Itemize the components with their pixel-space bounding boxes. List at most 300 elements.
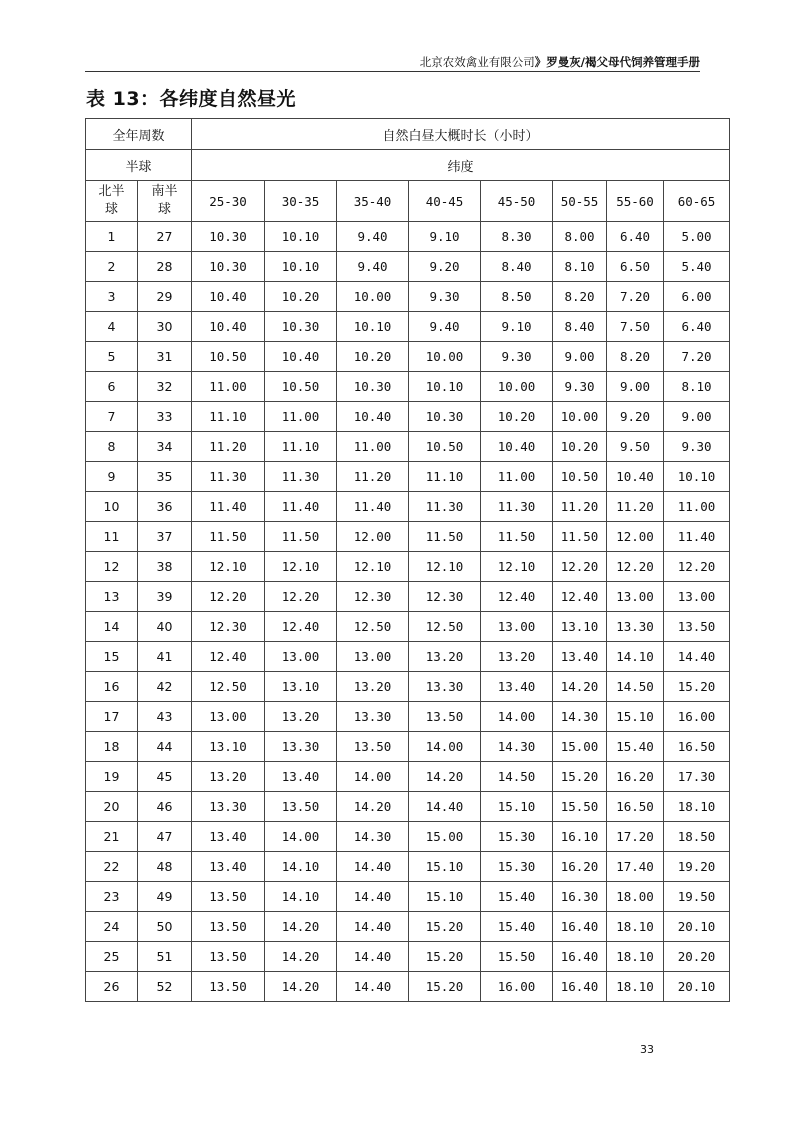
daylight-hours-cell: 13.40 bbox=[192, 852, 265, 882]
table-row bbox=[86, 912, 730, 942]
daylight-hours-cell: 15.20 bbox=[409, 972, 481, 1002]
north-week-cell: 21 bbox=[86, 822, 138, 852]
daylight-hours-cell: 6.40 bbox=[607, 222, 664, 252]
daylight-hours-cell: 9.40 bbox=[337, 252, 409, 282]
daylight-hours-cell: 8.00 bbox=[553, 222, 607, 252]
daylight-hours-cell: 10.10 bbox=[664, 462, 730, 492]
daylight-hours-cell: 16.50 bbox=[664, 732, 730, 762]
daylight-hours-cell: 11.50 bbox=[409, 522, 481, 552]
daylight-hours-cell: 11.20 bbox=[553, 492, 607, 522]
daylight-hours-cell: 10.00 bbox=[481, 372, 553, 402]
daylight-hours-cell: 12.10 bbox=[337, 552, 409, 582]
daylight-hours-cell: 8.20 bbox=[607, 342, 664, 372]
daylight-hours-cell: 14.00 bbox=[481, 702, 553, 732]
table-row bbox=[86, 222, 730, 252]
daylight-hours-cell: 8.40 bbox=[481, 252, 553, 282]
company-name: 北京农效禽业有限公司 bbox=[419, 55, 535, 69]
south-week-cell: 38 bbox=[138, 552, 192, 582]
south-week-cell: 29 bbox=[138, 282, 192, 312]
daylight-hours-cell: 10.30 bbox=[265, 312, 337, 342]
daylight-hours-cell: 10.40 bbox=[265, 342, 337, 372]
daylight-hours-cell: 16.20 bbox=[553, 852, 607, 882]
daylight-hours-cell: 14.30 bbox=[553, 702, 607, 732]
daylight-hours-cell: 10.00 bbox=[553, 402, 607, 432]
daylight-hours-cell: 10.10 bbox=[337, 312, 409, 342]
daylight-hours-cell: 18.10 bbox=[607, 972, 664, 1002]
daylight-hours-cell: 10.30 bbox=[192, 222, 265, 252]
header-row-2 bbox=[86, 150, 730, 181]
north-week-cell: 14 bbox=[86, 612, 138, 642]
page-header bbox=[85, 54, 700, 70]
daylight-hours-cell: 13.00 bbox=[481, 612, 553, 642]
daylight-hours-cell: 9.40 bbox=[409, 312, 481, 342]
south-week-cell: 42 bbox=[138, 672, 192, 702]
daylight-hours-cell: 11.50 bbox=[192, 522, 265, 552]
daylight-hours-cell: 13.30 bbox=[607, 612, 664, 642]
daylight-hours-cell: 14.10 bbox=[265, 852, 337, 882]
daylight-hours-cell: 10.50 bbox=[192, 342, 265, 372]
daylight-hours-cell: 14.40 bbox=[664, 642, 730, 672]
daylight-hours-cell: 12.50 bbox=[337, 612, 409, 642]
daylight-hours-cell: 9.30 bbox=[664, 432, 730, 462]
daylight-hours-cell: 12.50 bbox=[409, 612, 481, 642]
daylight-hours-cell: 12.30 bbox=[337, 582, 409, 612]
daylight-hours-cell: 10.10 bbox=[265, 222, 337, 252]
daylight-hours-cell: 14.20 bbox=[553, 672, 607, 702]
daylight-hours-cell: 11.30 bbox=[192, 462, 265, 492]
daylight-hours-cell: 17.20 bbox=[607, 822, 664, 852]
header-separator: 》 bbox=[534, 55, 547, 69]
table-row bbox=[86, 462, 730, 492]
daylight-hours-cell: 13.50 bbox=[192, 972, 265, 1002]
table-row bbox=[86, 822, 730, 852]
table-row bbox=[86, 792, 730, 822]
south-week-cell: 46 bbox=[138, 792, 192, 822]
daylight-hours-cell: 20.10 bbox=[664, 972, 730, 1002]
north-week-cell: 15 bbox=[86, 642, 138, 672]
daylight-hours-cell: 13.50 bbox=[664, 612, 730, 642]
daylight-hours-cell: 8.20 bbox=[553, 282, 607, 312]
daylight-hours-cell: 13.10 bbox=[553, 612, 607, 642]
daylight-hours-cell: 15.40 bbox=[481, 882, 553, 912]
north-week-cell: 1 bbox=[86, 222, 138, 252]
daylight-hours-cell: 11.00 bbox=[664, 492, 730, 522]
daylight-hours-cell: 10.40 bbox=[607, 462, 664, 492]
south-week-cell: 49 bbox=[138, 882, 192, 912]
daylight-hours-cell: 10.30 bbox=[192, 252, 265, 282]
daylight-hours-cell: 15.10 bbox=[607, 702, 664, 732]
daylight-hours-cell: 8.50 bbox=[481, 282, 553, 312]
daylight-hours-cell: 20.20 bbox=[664, 942, 730, 972]
latitude-header: 纬度 bbox=[192, 150, 730, 181]
header-row-3 bbox=[86, 181, 730, 222]
daylight-hours-cell: 13.40 bbox=[192, 822, 265, 852]
daylight-hours-cell: 15.30 bbox=[481, 822, 553, 852]
daylight-hours-cell: 11.20 bbox=[607, 492, 664, 522]
daylight-hours-cell: 15.00 bbox=[553, 732, 607, 762]
daylight-hours-cell: 15.20 bbox=[664, 672, 730, 702]
south-week-cell: 31 bbox=[138, 342, 192, 372]
table-title: 表 13：各纬度自然昼光 bbox=[86, 88, 297, 110]
daylight-hours-cell: 13.50 bbox=[192, 912, 265, 942]
daylight-hours-cell: 13.00 bbox=[664, 582, 730, 612]
daylight-hours-cell: 10.40 bbox=[481, 432, 553, 462]
south-week-cell: 52 bbox=[138, 972, 192, 1002]
north-week-cell: 18 bbox=[86, 732, 138, 762]
daylight-hours-cell: 9.10 bbox=[409, 222, 481, 252]
daylight-hours-cell: 5.00 bbox=[664, 222, 730, 252]
daylight-hours-cell: 15.00 bbox=[409, 822, 481, 852]
table-row bbox=[86, 972, 730, 1002]
daylight-hours-cell: 15.10 bbox=[409, 882, 481, 912]
north-week-cell: 23 bbox=[86, 882, 138, 912]
table-row bbox=[86, 882, 730, 912]
daylight-hours-cell: 12.30 bbox=[409, 582, 481, 612]
daylight-hours-cell: 13.50 bbox=[192, 882, 265, 912]
daylight-hours-cell: 8.10 bbox=[553, 252, 607, 282]
daylight-hours-cell: 15.10 bbox=[481, 792, 553, 822]
daylight-hours-cell: 7.20 bbox=[664, 342, 730, 372]
daylight-hours-cell: 14.10 bbox=[607, 642, 664, 672]
daylight-hours-cell: 13.30 bbox=[337, 702, 409, 732]
table-row bbox=[86, 732, 730, 762]
daylight-hours-cell: 12.40 bbox=[192, 642, 265, 672]
latitude-band-header: 55-60 bbox=[607, 181, 664, 222]
daylight-hours-cell: 9.20 bbox=[409, 252, 481, 282]
latitude-band-header: 60-65 bbox=[664, 181, 730, 222]
daylight-hours-cell: 11.10 bbox=[265, 432, 337, 462]
south-week-cell: 34 bbox=[138, 432, 192, 462]
daylight-hours-cell: 13.40 bbox=[481, 672, 553, 702]
north-week-cell: 10 bbox=[86, 492, 138, 522]
daylight-hours-cell: 10.00 bbox=[337, 282, 409, 312]
daylight-hours-cell: 6.50 bbox=[607, 252, 664, 282]
table-row bbox=[86, 342, 730, 372]
latitude-band-header: 30-35 bbox=[265, 181, 337, 222]
daylight-hours-cell: 10.00 bbox=[409, 342, 481, 372]
table-row bbox=[86, 612, 730, 642]
daylight-hours-cell: 12.20 bbox=[553, 552, 607, 582]
header-rule bbox=[85, 71, 700, 72]
daylight-hours-cell: 9.30 bbox=[409, 282, 481, 312]
daylight-hours-cell: 14.00 bbox=[265, 822, 337, 852]
daylight-hours-cell: 14.40 bbox=[337, 942, 409, 972]
table-row bbox=[86, 312, 730, 342]
daylight-hours-cell: 13.10 bbox=[265, 672, 337, 702]
daylight-hours-cell: 9.00 bbox=[553, 342, 607, 372]
table-row bbox=[86, 702, 730, 732]
south-week-cell: 39 bbox=[138, 582, 192, 612]
daylight-hours-cell: 10.50 bbox=[265, 372, 337, 402]
daylight-hours-cell: 15.50 bbox=[553, 792, 607, 822]
daylight-hours-cell: 12.30 bbox=[192, 612, 265, 642]
hemisphere-header: 半球 bbox=[86, 150, 192, 181]
south-week-cell: 37 bbox=[138, 522, 192, 552]
south-week-cell: 41 bbox=[138, 642, 192, 672]
daylight-hours-cell: 13.00 bbox=[192, 702, 265, 732]
south-week-cell: 50 bbox=[138, 912, 192, 942]
daylight-hours-cell: 12.10 bbox=[192, 552, 265, 582]
south-week-cell: 45 bbox=[138, 762, 192, 792]
south-week-cell: 48 bbox=[138, 852, 192, 882]
daylight-hours-cell: 18.00 bbox=[607, 882, 664, 912]
south-week-cell: 43 bbox=[138, 702, 192, 732]
daylight-hours-cell: 12.10 bbox=[409, 552, 481, 582]
north-week-cell: 24 bbox=[86, 912, 138, 942]
daylight-hours-cell: 16.40 bbox=[553, 912, 607, 942]
daylight-hours-cell: 11.10 bbox=[409, 462, 481, 492]
daylight-hours-cell: 13.00 bbox=[265, 642, 337, 672]
north-week-cell: 13 bbox=[86, 582, 138, 612]
daylight-hours-cell: 16.10 bbox=[553, 822, 607, 852]
daylight-hours-cell: 13.50 bbox=[192, 942, 265, 972]
daylight-hours-cell: 14.20 bbox=[265, 942, 337, 972]
daylight-hours-cell: 14.40 bbox=[337, 912, 409, 942]
north-week-cell: 25 bbox=[86, 942, 138, 972]
daylight-hours-cell: 15.40 bbox=[481, 912, 553, 942]
daylight-hours-cell: 11.40 bbox=[265, 492, 337, 522]
south-week-cell: 35 bbox=[138, 462, 192, 492]
daylight-hours-cell: 10.20 bbox=[481, 402, 553, 432]
daylight-hours-cell: 14.50 bbox=[481, 762, 553, 792]
north-header: 北半 球 bbox=[86, 181, 138, 222]
daylight-hours-cell: 14.20 bbox=[265, 972, 337, 1002]
north-week-cell: 5 bbox=[86, 342, 138, 372]
daylight-hours-cell: 5.40 bbox=[664, 252, 730, 282]
daylight-hours-cell: 13.30 bbox=[192, 792, 265, 822]
daylight-hours-cell: 14.40 bbox=[337, 852, 409, 882]
table-row bbox=[86, 582, 730, 612]
latitude-band-header: 50-55 bbox=[553, 181, 607, 222]
daylight-hours-cell: 12.00 bbox=[337, 522, 409, 552]
south-week-cell: 32 bbox=[138, 372, 192, 402]
daylight-hours-cell: 9.50 bbox=[607, 432, 664, 462]
daylight-hours-cell: 18.10 bbox=[607, 942, 664, 972]
table-row bbox=[86, 432, 730, 462]
daylight-hours-cell: 10.40 bbox=[192, 282, 265, 312]
daylight-hours-cell: 12.00 bbox=[607, 522, 664, 552]
south-week-cell: 28 bbox=[138, 252, 192, 282]
daylight-hours-cell: 18.10 bbox=[664, 792, 730, 822]
daylight-hours-cell: 10.40 bbox=[337, 402, 409, 432]
daylight-hours-cell: 15.20 bbox=[409, 942, 481, 972]
north-week-cell: 3 bbox=[86, 282, 138, 312]
north-week-cell: 12 bbox=[86, 552, 138, 582]
daylight-hours-cell: 13.20 bbox=[337, 672, 409, 702]
south-week-cell: 27 bbox=[138, 222, 192, 252]
daylight-hours-cell: 11.40 bbox=[192, 492, 265, 522]
manual-title: 罗曼灰/褐父母代饲养管理手册 bbox=[546, 55, 700, 69]
daylight-hours-cell: 14.30 bbox=[481, 732, 553, 762]
header-row-1 bbox=[86, 119, 730, 150]
daylight-hours-cell: 11.10 bbox=[192, 402, 265, 432]
south-week-cell: 36 bbox=[138, 492, 192, 522]
daylight-hours-cell: 13.20 bbox=[265, 702, 337, 732]
north-week-cell: 2 bbox=[86, 252, 138, 282]
daylight-hours-cell: 13.20 bbox=[409, 642, 481, 672]
daylight-hours-cell: 14.30 bbox=[337, 822, 409, 852]
daylight-hours-cell: 11.30 bbox=[409, 492, 481, 522]
daylight-hours-cell: 14.50 bbox=[607, 672, 664, 702]
daylight-hours-cell: 11.50 bbox=[553, 522, 607, 552]
daylight-hours-cell: 17.30 bbox=[664, 762, 730, 792]
daylight-hours-cell: 13.20 bbox=[192, 762, 265, 792]
daylight-hours-cell: 11.30 bbox=[265, 462, 337, 492]
south-week-cell: 33 bbox=[138, 402, 192, 432]
daylight-hours-cell: 13.00 bbox=[607, 582, 664, 612]
daylight-hours-cell: 16.00 bbox=[481, 972, 553, 1002]
daylight-hours-cell: 10.40 bbox=[192, 312, 265, 342]
north-week-cell: 22 bbox=[86, 852, 138, 882]
daylight-hours-cell: 6.00 bbox=[664, 282, 730, 312]
daylight-hours-cell: 12.20 bbox=[265, 582, 337, 612]
daylight-hours-cell: 9.30 bbox=[481, 342, 553, 372]
daylight-hours-cell: 14.20 bbox=[409, 762, 481, 792]
daylight-hours-cell: 16.00 bbox=[664, 702, 730, 732]
north-week-cell: 9 bbox=[86, 462, 138, 492]
daylight-table bbox=[85, 118, 730, 1002]
daylight-hours-cell: 11.20 bbox=[192, 432, 265, 462]
daylight-hours-cell: 11.00 bbox=[265, 402, 337, 432]
daylight-hours-cell: 15.40 bbox=[607, 732, 664, 762]
daylight-hours-cell: 10.10 bbox=[265, 252, 337, 282]
daylight-hours-cell: 13.50 bbox=[409, 702, 481, 732]
daylight-hours-cell: 14.00 bbox=[337, 762, 409, 792]
daylight-hours-cell: 13.40 bbox=[553, 642, 607, 672]
daylight-hours-cell: 10.50 bbox=[409, 432, 481, 462]
daylight-hours-cell: 11.40 bbox=[337, 492, 409, 522]
table-row bbox=[86, 642, 730, 672]
north-week-cell: 6 bbox=[86, 372, 138, 402]
north-week-cell: 20 bbox=[86, 792, 138, 822]
daylight-header: 自然白昼大概时长（小时） bbox=[192, 119, 730, 150]
latitude-band-header: 40-45 bbox=[409, 181, 481, 222]
daylight-hours-cell: 12.50 bbox=[192, 672, 265, 702]
table-row bbox=[86, 762, 730, 792]
south-week-cell: 44 bbox=[138, 732, 192, 762]
daylight-hours-cell: 14.40 bbox=[337, 882, 409, 912]
daylight-hours-cell: 9.40 bbox=[337, 222, 409, 252]
table-row bbox=[86, 942, 730, 972]
daylight-hours-cell: 13.10 bbox=[192, 732, 265, 762]
daylight-hours-cell: 15.30 bbox=[481, 852, 553, 882]
daylight-hours-cell: 14.00 bbox=[409, 732, 481, 762]
daylight-hours-cell: 15.20 bbox=[409, 912, 481, 942]
latitude-band-header: 45-50 bbox=[481, 181, 553, 222]
daylight-hours-cell: 14.20 bbox=[337, 792, 409, 822]
daylight-hours-cell: 6.40 bbox=[664, 312, 730, 342]
north-week-cell: 8 bbox=[86, 432, 138, 462]
daylight-hours-cell: 11.00 bbox=[337, 432, 409, 462]
daylight-hours-cell: 16.40 bbox=[553, 972, 607, 1002]
page-number: 33 bbox=[640, 1043, 654, 1056]
south-header: 南半 球 bbox=[138, 181, 192, 222]
daylight-hours-cell: 20.10 bbox=[664, 912, 730, 942]
daylight-hours-cell: 10.20 bbox=[337, 342, 409, 372]
latitude-band-header: 35-40 bbox=[337, 181, 409, 222]
daylight-hours-cell: 15.20 bbox=[553, 762, 607, 792]
daylight-hours-cell: 14.40 bbox=[409, 792, 481, 822]
table-row bbox=[86, 252, 730, 282]
daylight-hours-cell: 12.40 bbox=[265, 612, 337, 642]
latitude-band-header: 25-30 bbox=[192, 181, 265, 222]
daylight-hours-cell: 9.30 bbox=[553, 372, 607, 402]
daylight-hours-cell: 14.20 bbox=[265, 912, 337, 942]
daylight-hours-cell: 13.40 bbox=[265, 762, 337, 792]
daylight-hours-cell: 18.50 bbox=[664, 822, 730, 852]
daylight-hours-cell: 9.20 bbox=[607, 402, 664, 432]
daylight-hours-cell: 13.30 bbox=[409, 672, 481, 702]
daylight-hours-cell: 9.10 bbox=[481, 312, 553, 342]
daylight-hours-cell: 12.20 bbox=[192, 582, 265, 612]
daylight-hours-cell: 12.20 bbox=[607, 552, 664, 582]
daylight-hours-cell: 8.10 bbox=[664, 372, 730, 402]
daylight-hours-cell: 10.30 bbox=[337, 372, 409, 402]
table-row bbox=[86, 282, 730, 312]
daylight-hours-cell: 14.10 bbox=[265, 882, 337, 912]
daylight-hours-cell: 7.20 bbox=[607, 282, 664, 312]
north-week-cell: 17 bbox=[86, 702, 138, 732]
daylight-hours-cell: 13.20 bbox=[481, 642, 553, 672]
daylight-hours-cell: 12.40 bbox=[553, 582, 607, 612]
daylight-hours-cell: 10.30 bbox=[409, 402, 481, 432]
daylight-hours-cell: 12.10 bbox=[265, 552, 337, 582]
daylight-hours-cell: 10.20 bbox=[265, 282, 337, 312]
daylight-hours-cell: 10.50 bbox=[553, 462, 607, 492]
daylight-hours-cell: 18.10 bbox=[607, 912, 664, 942]
daylight-hours-cell: 9.00 bbox=[607, 372, 664, 402]
daylight-hours-cell: 10.10 bbox=[409, 372, 481, 402]
daylight-hours-cell: 16.40 bbox=[553, 942, 607, 972]
daylight-hours-cell: 16.50 bbox=[607, 792, 664, 822]
south-week-cell: 30 bbox=[138, 312, 192, 342]
north-week-cell: 19 bbox=[86, 762, 138, 792]
daylight-hours-cell: 12.40 bbox=[481, 582, 553, 612]
daylight-hours-cell: 11.00 bbox=[192, 372, 265, 402]
daylight-hours-cell: 7.50 bbox=[607, 312, 664, 342]
north-week-cell: 7 bbox=[86, 402, 138, 432]
daylight-hours-cell: 13.50 bbox=[265, 792, 337, 822]
daylight-hours-cell: 15.50 bbox=[481, 942, 553, 972]
table-row bbox=[86, 672, 730, 702]
daylight-hours-cell: 11.30 bbox=[481, 492, 553, 522]
daylight-hours-cell: 8.30 bbox=[481, 222, 553, 252]
week-header: 全年周数 bbox=[86, 119, 192, 150]
daylight-hours-cell: 11.20 bbox=[337, 462, 409, 492]
north-week-cell: 4 bbox=[86, 312, 138, 342]
daylight-hours-cell: 19.50 bbox=[664, 882, 730, 912]
daylight-hours-cell: 8.40 bbox=[553, 312, 607, 342]
table-row bbox=[86, 402, 730, 432]
daylight-hours-cell: 13.30 bbox=[265, 732, 337, 762]
north-week-cell: 11 bbox=[86, 522, 138, 552]
daylight-hours-cell: 12.20 bbox=[664, 552, 730, 582]
table-row bbox=[86, 492, 730, 522]
daylight-hours-cell: 10.20 bbox=[553, 432, 607, 462]
table-row bbox=[86, 852, 730, 882]
north-week-cell: 26 bbox=[86, 972, 138, 1002]
daylight-hours-cell: 19.20 bbox=[664, 852, 730, 882]
south-week-cell: 40 bbox=[138, 612, 192, 642]
daylight-hours-cell: 17.40 bbox=[607, 852, 664, 882]
daylight-hours-cell: 11.50 bbox=[265, 522, 337, 552]
daylight-hours-cell: 15.10 bbox=[409, 852, 481, 882]
table-row bbox=[86, 552, 730, 582]
daylight-hours-cell: 13.50 bbox=[337, 732, 409, 762]
table-row bbox=[86, 372, 730, 402]
daylight-hours-cell: 11.50 bbox=[481, 522, 553, 552]
daylight-hours-cell: 16.20 bbox=[607, 762, 664, 792]
